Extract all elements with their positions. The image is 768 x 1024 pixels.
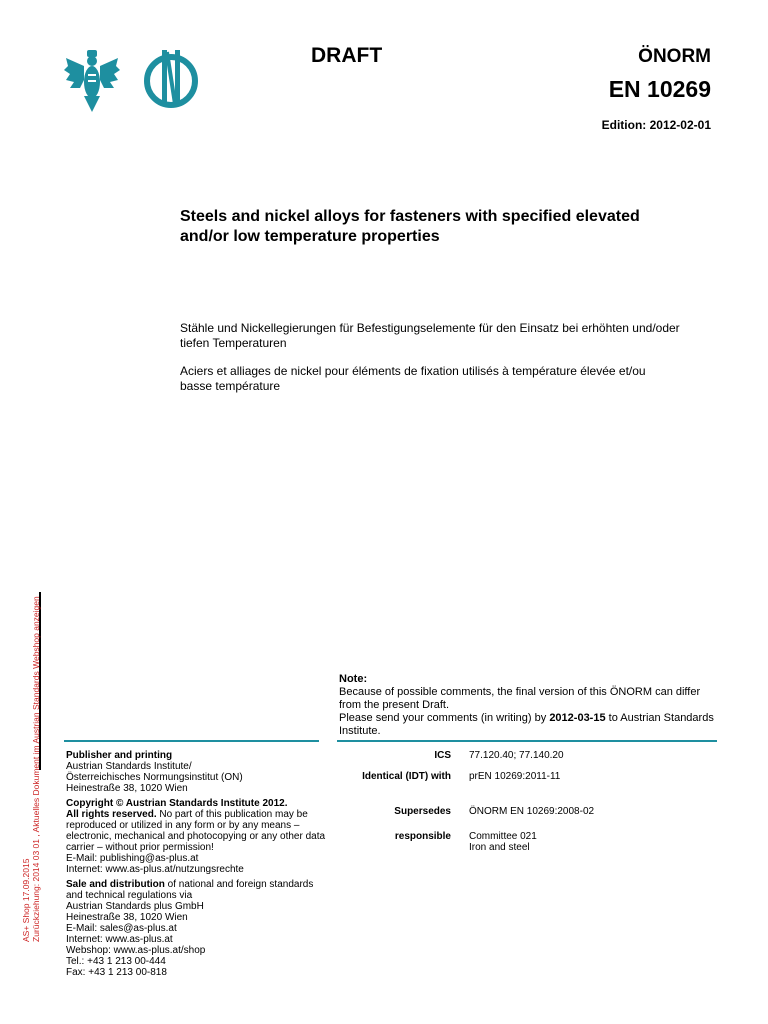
- title-french: Aciers et alliages de nickel pour éléments de fixation utilisés à température élevée et/ou basse température: [180, 364, 646, 393]
- title-english: Steels and nickel alloys for fasteners with specified elevated and/or low temperature properties: [180, 208, 640, 245]
- rights-reserved: All rights reserved.: [66, 809, 157, 820]
- note-text-2: Please send your comments (in writing) by 2012-03-15 to Austrian Standards Institute.: [339, 712, 714, 737]
- rights-url: Internet: www.as-plus.at/nutzungsrechte: [66, 864, 244, 875]
- edition-date: Edition: 2012-02-01: [601, 118, 711, 132]
- standard-number: EN 10269: [608, 76, 711, 102]
- sale-heading: Sale and distribution: [66, 879, 165, 890]
- copyright-heading: Copyright © Austrian Standards Institute 2012.: [66, 798, 288, 809]
- note-block: [339, 673, 719, 738]
- meta-row-responsible: responsible Committee 021 Iron and steel: [394, 831, 537, 853]
- standard-org: ÖNORM: [638, 46, 711, 67]
- divider-left: [64, 740, 319, 742]
- publisher-block: Publisher and printing Austrian Standards Institute/ Österreichisches Normungsinstitut (ON) Heinestraße 38, 1020 Wien Copyright © Austrian Standards Institute 2012. All rights reserved. No part of this publication may be reproduced or utilized in any form or by any means – electronic, mechanical and photocopying or any other data carrier – without prior permission! E-Mail: publishing@as-plus.at Internet: www.as-plus.at/nutzungsrechte Sale and distribution of national and foreign standards and technical regulations via Austrian Standards plus GmbH Heinestraße 38, 1020 Wien E-Mail: sales@as-plus.at Internet: www.as-plus.at Webshop: www.as-plus.at/shop Tel.: +43 1 213 00-444 Fax: +43 1 213 00-818: [66, 750, 326, 978]
- publishing-email: E-Mail: publishing@as-plus.at: [66, 853, 199, 864]
- side-line-1: AS+ Shop 17.09.2015: [21, 858, 31, 942]
- note-text-1: Because of possible comments, the final version of this ÖNORM can differ from the present Draft.: [339, 686, 701, 711]
- comment-deadline: 2012-03-15: [549, 712, 606, 724]
- side-line-2: Zurückziehung: 2014 03 01 , Aktuelles Dokument im Austrian Standards Webshop anzeigen: [31, 596, 41, 942]
- divider-right: [337, 740, 717, 742]
- draft-label: DRAFT: [311, 44, 383, 67]
- meta-row-ics: ICS 77.120.40; 77.140.20: [434, 750, 564, 761]
- side-watermark: [21, 592, 51, 942]
- meta-row-supersedes: Supersedes ÖNORM EN 10269:2008-02: [394, 806, 595, 817]
- meta-row-identical: Identical (IDT) with prEN 10269:2011-11: [362, 771, 561, 782]
- publisher-heading: Publisher and printing: [66, 750, 173, 761]
- on-logo: [140, 44, 202, 114]
- title-german: Stähle und Nickellegierungen für Befestigungselemente für den Einsatz bei erhöhten und/oder tiefen Temperaturen: [180, 321, 680, 350]
- metadata-table: [337, 750, 717, 863]
- note-label: Note:: [339, 673, 368, 685]
